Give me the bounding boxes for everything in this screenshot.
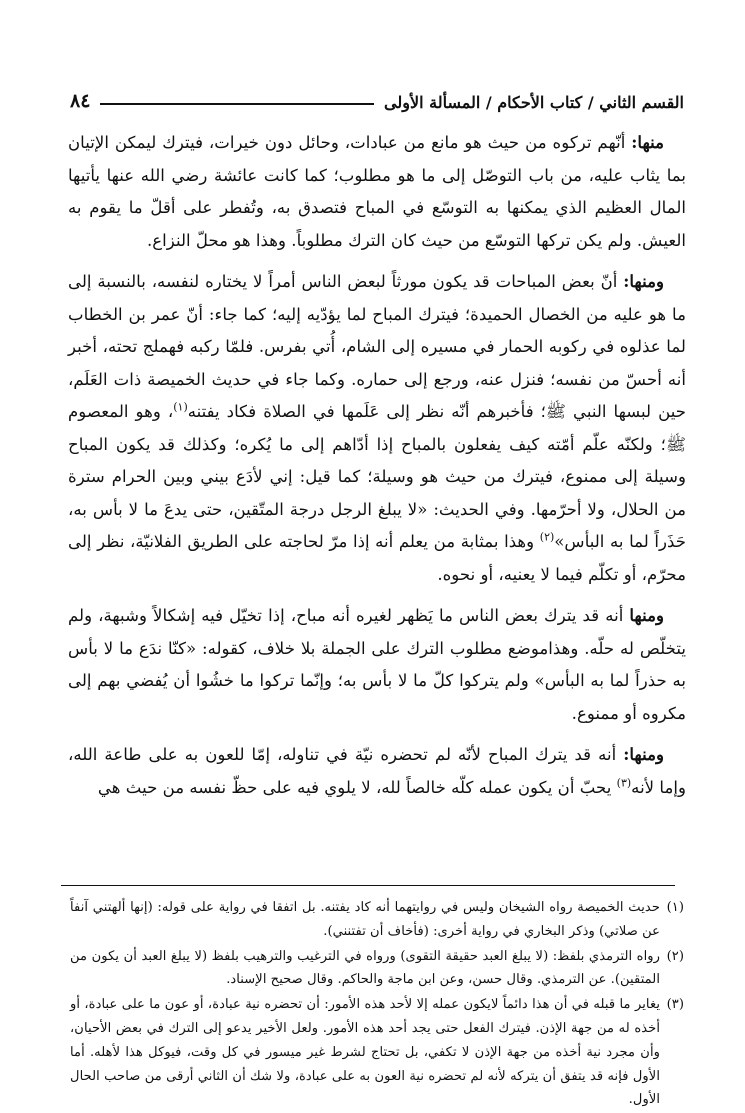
footnote-text: رواه الترمذي بلفظ: (لا يبلغ العبد حقيقة التقوى) ورواه في الترغيب والترهيب بلفظ (لا يبلغ العبد أن يكون من المتقين). عن الترمذي. وقال حسن، وعن ابن ماجة والحاكم. وقال صحيح الإسناد. — [70, 948, 660, 988]
paragraph — [68, 738, 686, 804]
paragraph-text: أنه قد يترك بعض الناس ما يَظهر لغيره أنه مباح، إذا تخيّل فيه إشكالاً وشبهة، ولم يتخلّص له حلّه. وهذاموضع مطلوب الترك على الجملة بلا خلاف، كقوله: «كنّا ندَع ما لا بأس به حذراً لما به البأس» ولم يتركوا كلّ ما لا بأس به؛ وإنّما تركوا ما خشُوا أن يُفضي بهم إلى مكروه أو ممنوع. — [68, 606, 686, 723]
footnote-divider — [61, 885, 675, 886]
paragraph-lead: ومنها: — [623, 271, 664, 291]
paragraph-lead: ومنها: — [623, 744, 664, 764]
paragraph-text: أنه قد يترك المباح لأنّه لم تحضره نيّة في تناوله، إمّا للعون به على طاعة الله، وإما لأنه — [68, 745, 686, 797]
paragraph-lead: منها: — [631, 132, 664, 152]
paragraph-text: أنّهم تركوه من حيث هو مانع من عبادات، وحائل دون خيرات، فيترك ليمكن الإتيان بما يثاب عليه، من باب التوصّل إلى ما هو مطلوب؛ كما كانت عائشة رضي الله عنها يأتيها المال العظيم الذي يمكنها به التوسّع في المباح فتصدق به، وتُفطر على أقلّ ما يقوم به العيش. ولم يكن تركها التوسّع من حيث كان الترك مطلوباً. وهذا هو محلّ النزاع. — [68, 133, 686, 250]
footnote-reference: (٢) — [539, 530, 555, 544]
footnotes — [70, 896, 684, 1113]
header-rule — [100, 103, 374, 105]
footnote-number: (١) — [666, 900, 684, 915]
paragraph-text: ، وهو المعصوم ﷺ؛ ولكنّه علّم أمّته كيف يفعلون بالمباح إذا أدّاهم إلى ما يُكره؛ وكذلك قد يكون المباح وسيلة إلى ممنوع، فيترك من حيث هو وسيلة؛ كما قيل: إني لأدَع بيني وبين الحرام سترة من الحلال، ولا أحرّمها. وفي الحديث: «لا يبلغ الرجل درجة المتّقين، حتى يدعَ ما لا بأس به، حَذَراً لما به البأس» — [68, 402, 686, 551]
footnote-reference: (٣) — [616, 775, 632, 789]
footnote — [70, 945, 684, 993]
paragraph — [68, 126, 686, 257]
paragraph-text: يحبّ أن يكون عمله كلّه خالصاً لله، لا يلوي فيه على حظّ نفسه من حيث هي — [97, 777, 617, 797]
footnote — [70, 993, 684, 1112]
paragraph — [68, 265, 686, 591]
paragraph — [68, 599, 686, 730]
footnote-number: (٣) — [666, 997, 684, 1013]
page-header — [70, 82, 684, 112]
footnote-text: حديث الخميصة رواه الشيخان وليس في روايتهما أنه كاد يفتنه. بل اتفقا في رواية على قوله: (إنها ألهتني آنفاً عن صلاتي) وذكر البخاري في رواية أخرى: (فأخاف أن تفتنني). — [70, 900, 660, 939]
main-text — [68, 126, 686, 812]
footnote-number: (٢) — [666, 948, 684, 964]
footnote — [70, 896, 684, 944]
paragraph-lead: ومنها — [629, 605, 664, 625]
paragraph-text: أنّ بعض المباحات قد يكون مورثاً لبعض الناس أمراً لا يختاره لنفسه، بالنسبة إلى ما هو عليه من الخصال الحميدة؛ فيترك المباح لما يؤدّيه إليه؛ كما جاء: أنّ عمر بن الخطاب لما عذلوه في ركوبه الحمار في مسيره إلى الشام، أُتي بفرس. فلمّا ركبه فهملج تحته، أخبر أنه أحسّ من نفسه؛ فنزل عنه، ورجع إلى حماره. وكما جاء في حديث الخميصة ذات العَلَم، حين لبسها النبي ﷺ؛ فأخبرهم أنّه نظر إلى عَلَمها في الصلاة فكاد يفتنه — [68, 272, 686, 421]
footnote-text: يغاير ما قبله في أن هذا دائماً لايكون عمله إلا لأحد هذه الأمور: أن تحضره نية عبادة، أو عون ما على عبادة، أو أخذه له من جهة الإذن. فيترك الفعل حتى يجد أحد هذه الأمور. ولعل الأخير يدعو إلى الترك في بعض الأحيان، وأن مجرد نية أخذه من جهة الإذن لا تكفي، بل تحتاج لشرط غير ميسور في كل وقت، فيوكل هذا لأهله. أما الأول فإنه قد يتفق أن يتركه لأنه لم تحضره نية العون به على عبادة، ولا شك أن الثاني أرقى من صاحب الحال الأول. — [70, 997, 660, 1108]
footnote-reference: (١) — [173, 400, 188, 414]
page-number: ٨٤ — [70, 90, 91, 112]
running-title: القسم الثاني / كتاب الأحكام / المسألة الأولى — [384, 93, 684, 112]
paragraph-text: وهذا بمثابة من يعلم أنه إذا مرّ لحاجته على الطريق الفلانيّة، نظر إلى محرّم، أو تكلّم فيما لا يعنيه، أو نحوه. — [68, 532, 686, 584]
